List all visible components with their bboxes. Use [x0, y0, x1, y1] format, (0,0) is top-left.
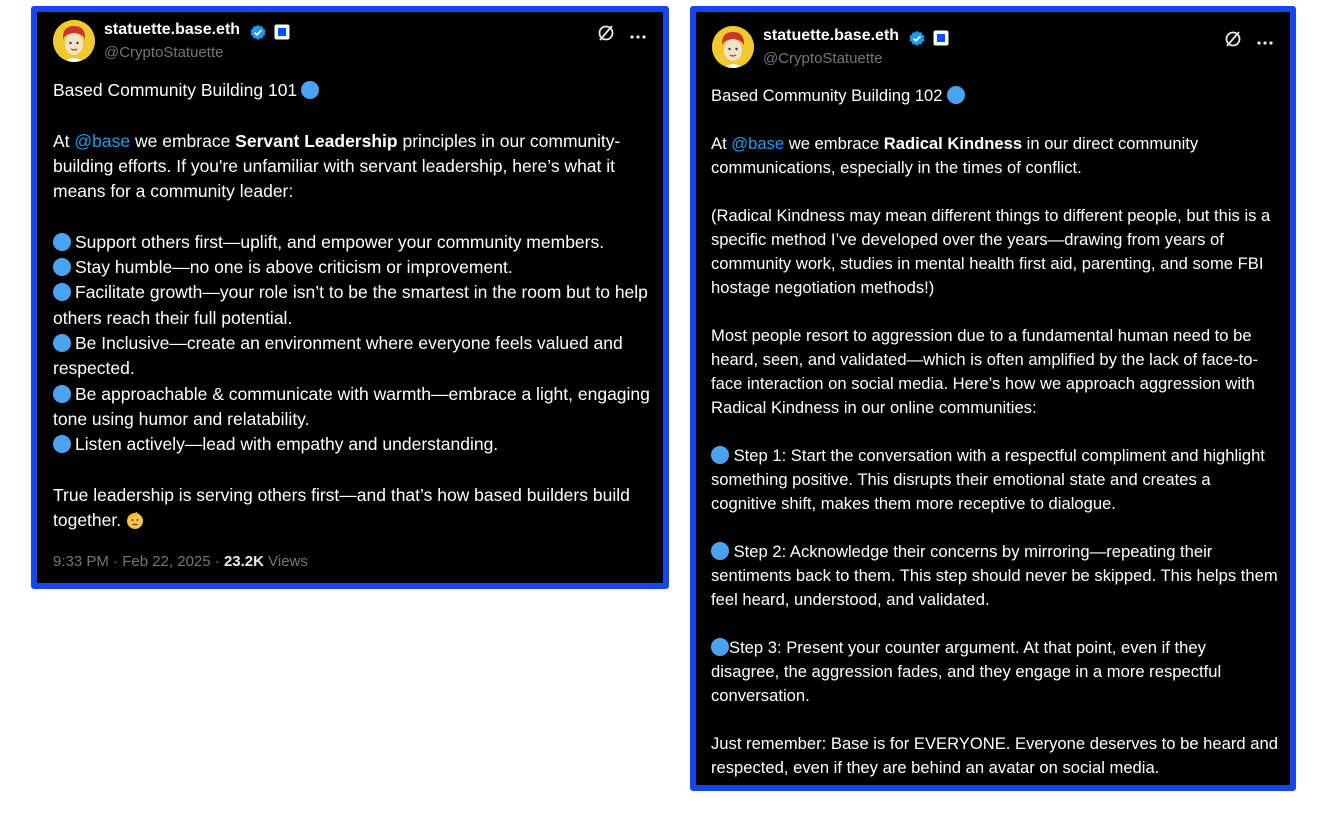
tweet-header [712, 24, 1274, 68]
more-options-icon[interactable] [629, 27, 647, 45]
blue-circle-emoji [301, 81, 319, 99]
tweet-card-2 [690, 6, 1296, 791]
tweet-closing: True leadership is serving others first—and that’s how based builders build together. [53, 483, 651, 538]
handle[interactable]: @CryptoStatuette [763, 50, 883, 67]
avatar[interactable] [712, 26, 754, 68]
blue-circle-emoji [947, 86, 965, 104]
step-item: Step 3: Present your counter argument. At that point, even if they disagree, the aggression fades, and they engage in a more respectful conversation. [711, 638, 1226, 705]
display-name[interactable]: statuette.base.eth [763, 27, 900, 44]
mention-link[interactable]: @base [731, 134, 785, 153]
tweet-card-1 [31, 6, 669, 589]
blue-circle-emoji [53, 334, 71, 352]
tweet-title: Based Community Building 102 [711, 84, 1278, 108]
verified-badge-icon [249, 24, 267, 42]
step-item: Step 1: Start the conversation with a respectful compliment and highlight something positive. This disrupts their emotional state and creates a cognitive shift, makes them more receptive to dialogue. [711, 446, 1270, 513]
views-count: 23.2K [223, 553, 264, 570]
display-name[interactable]: statuette.base.eth [104, 21, 241, 38]
grok-icon[interactable] [1224, 30, 1242, 53]
tweet-header [53, 18, 647, 62]
step-item: Step 2: Acknowledge their concerns by mirroring—repeating their sentiments back to them. This step should never be skipped. This helps them feel heard, understood, and validated. [711, 542, 1283, 609]
blue-circle-emoji [53, 385, 71, 403]
bullet-item: Be approachable & communicate with warmth—embrace a light, engaging tone using humor and relatability. [53, 383, 655, 429]
blue-circle-emoji [53, 258, 71, 276]
mention-link[interactable]: @base [74, 130, 131, 151]
tweet-meta [53, 553, 308, 570]
blue-circle-emoji [53, 233, 71, 251]
avatar[interactable] [53, 20, 95, 62]
verified-badge-icon [908, 30, 926, 48]
bullet-list [53, 230, 655, 458]
tweet-intro: At @base we embrace Radical Kindness in our direct community communications, especially in the times of conflict. [711, 134, 1203, 177]
paragraph: (Radical Kindness may mean different things to different people, but this is a specific method I’ve developed over the years—drawing from years of community work, studies in mental health first aid, parenting, and some FBI hostage negotiation methods!) [711, 206, 1275, 297]
base-affiliate-icon[interactable] [274, 24, 290, 40]
tweet-text [53, 78, 655, 537]
views-label: Views [263, 553, 308, 570]
blue-circle-emoji [711, 542, 729, 560]
bullet-item: Be Inclusive—create an environment where everyone feels valued and respected. [53, 332, 628, 379]
tweet-title: Based Community Building 101 [53, 78, 651, 103]
more-options-icon[interactable] [1256, 33, 1274, 51]
blue-circle-emoji [53, 283, 71, 301]
bold-phrase: Servant Leadership [235, 130, 398, 151]
handle[interactable]: @CryptoStatuette [104, 44, 224, 61]
tweet-closing: Just remember: Base is for EVERYONE. Everyone deserves to be heard and respected, even if they are behind an avatar on social media. [711, 734, 1283, 777]
bold-phrase: Radical Kindness [883, 134, 1023, 153]
tweet-text [711, 84, 1283, 780]
saluting-face-emoji [125, 510, 145, 537]
paragraph: Most people resort to aggression due to a fundamental human need to be heard, seen, and validated—which is often amplified by the lack of face-to-face interaction on social media. Here’s how we approach aggression with Radical Kindness in our online communities: [711, 326, 1260, 417]
bullet-item: Support others first—uplift, and empower your community members. [75, 231, 605, 252]
bullet-item: Facilitate growth—your role isn’t to be the smartest in the room but to help others reach their full potential. [53, 282, 653, 328]
blue-circle-emoji [711, 638, 729, 656]
bullet-item: Stay humble—no one is above criticism or improvement. [75, 257, 513, 278]
base-affiliate-icon[interactable] [933, 30, 949, 46]
bullet-item: Listen actively—lead with empathy and understanding. [75, 434, 499, 455]
blue-circle-emoji [53, 435, 71, 453]
tweet-intro: At @base we embrace Servant Leadership principles in our community-building efforts. If you're unfamiliar with servant leadership, here’s what it means for a community leader: [53, 130, 621, 202]
timestamp[interactable]: 9:33 PM · Feb 22, 2025 · [53, 553, 224, 570]
blue-circle-emoji [711, 446, 729, 464]
grok-icon[interactable] [597, 24, 615, 47]
